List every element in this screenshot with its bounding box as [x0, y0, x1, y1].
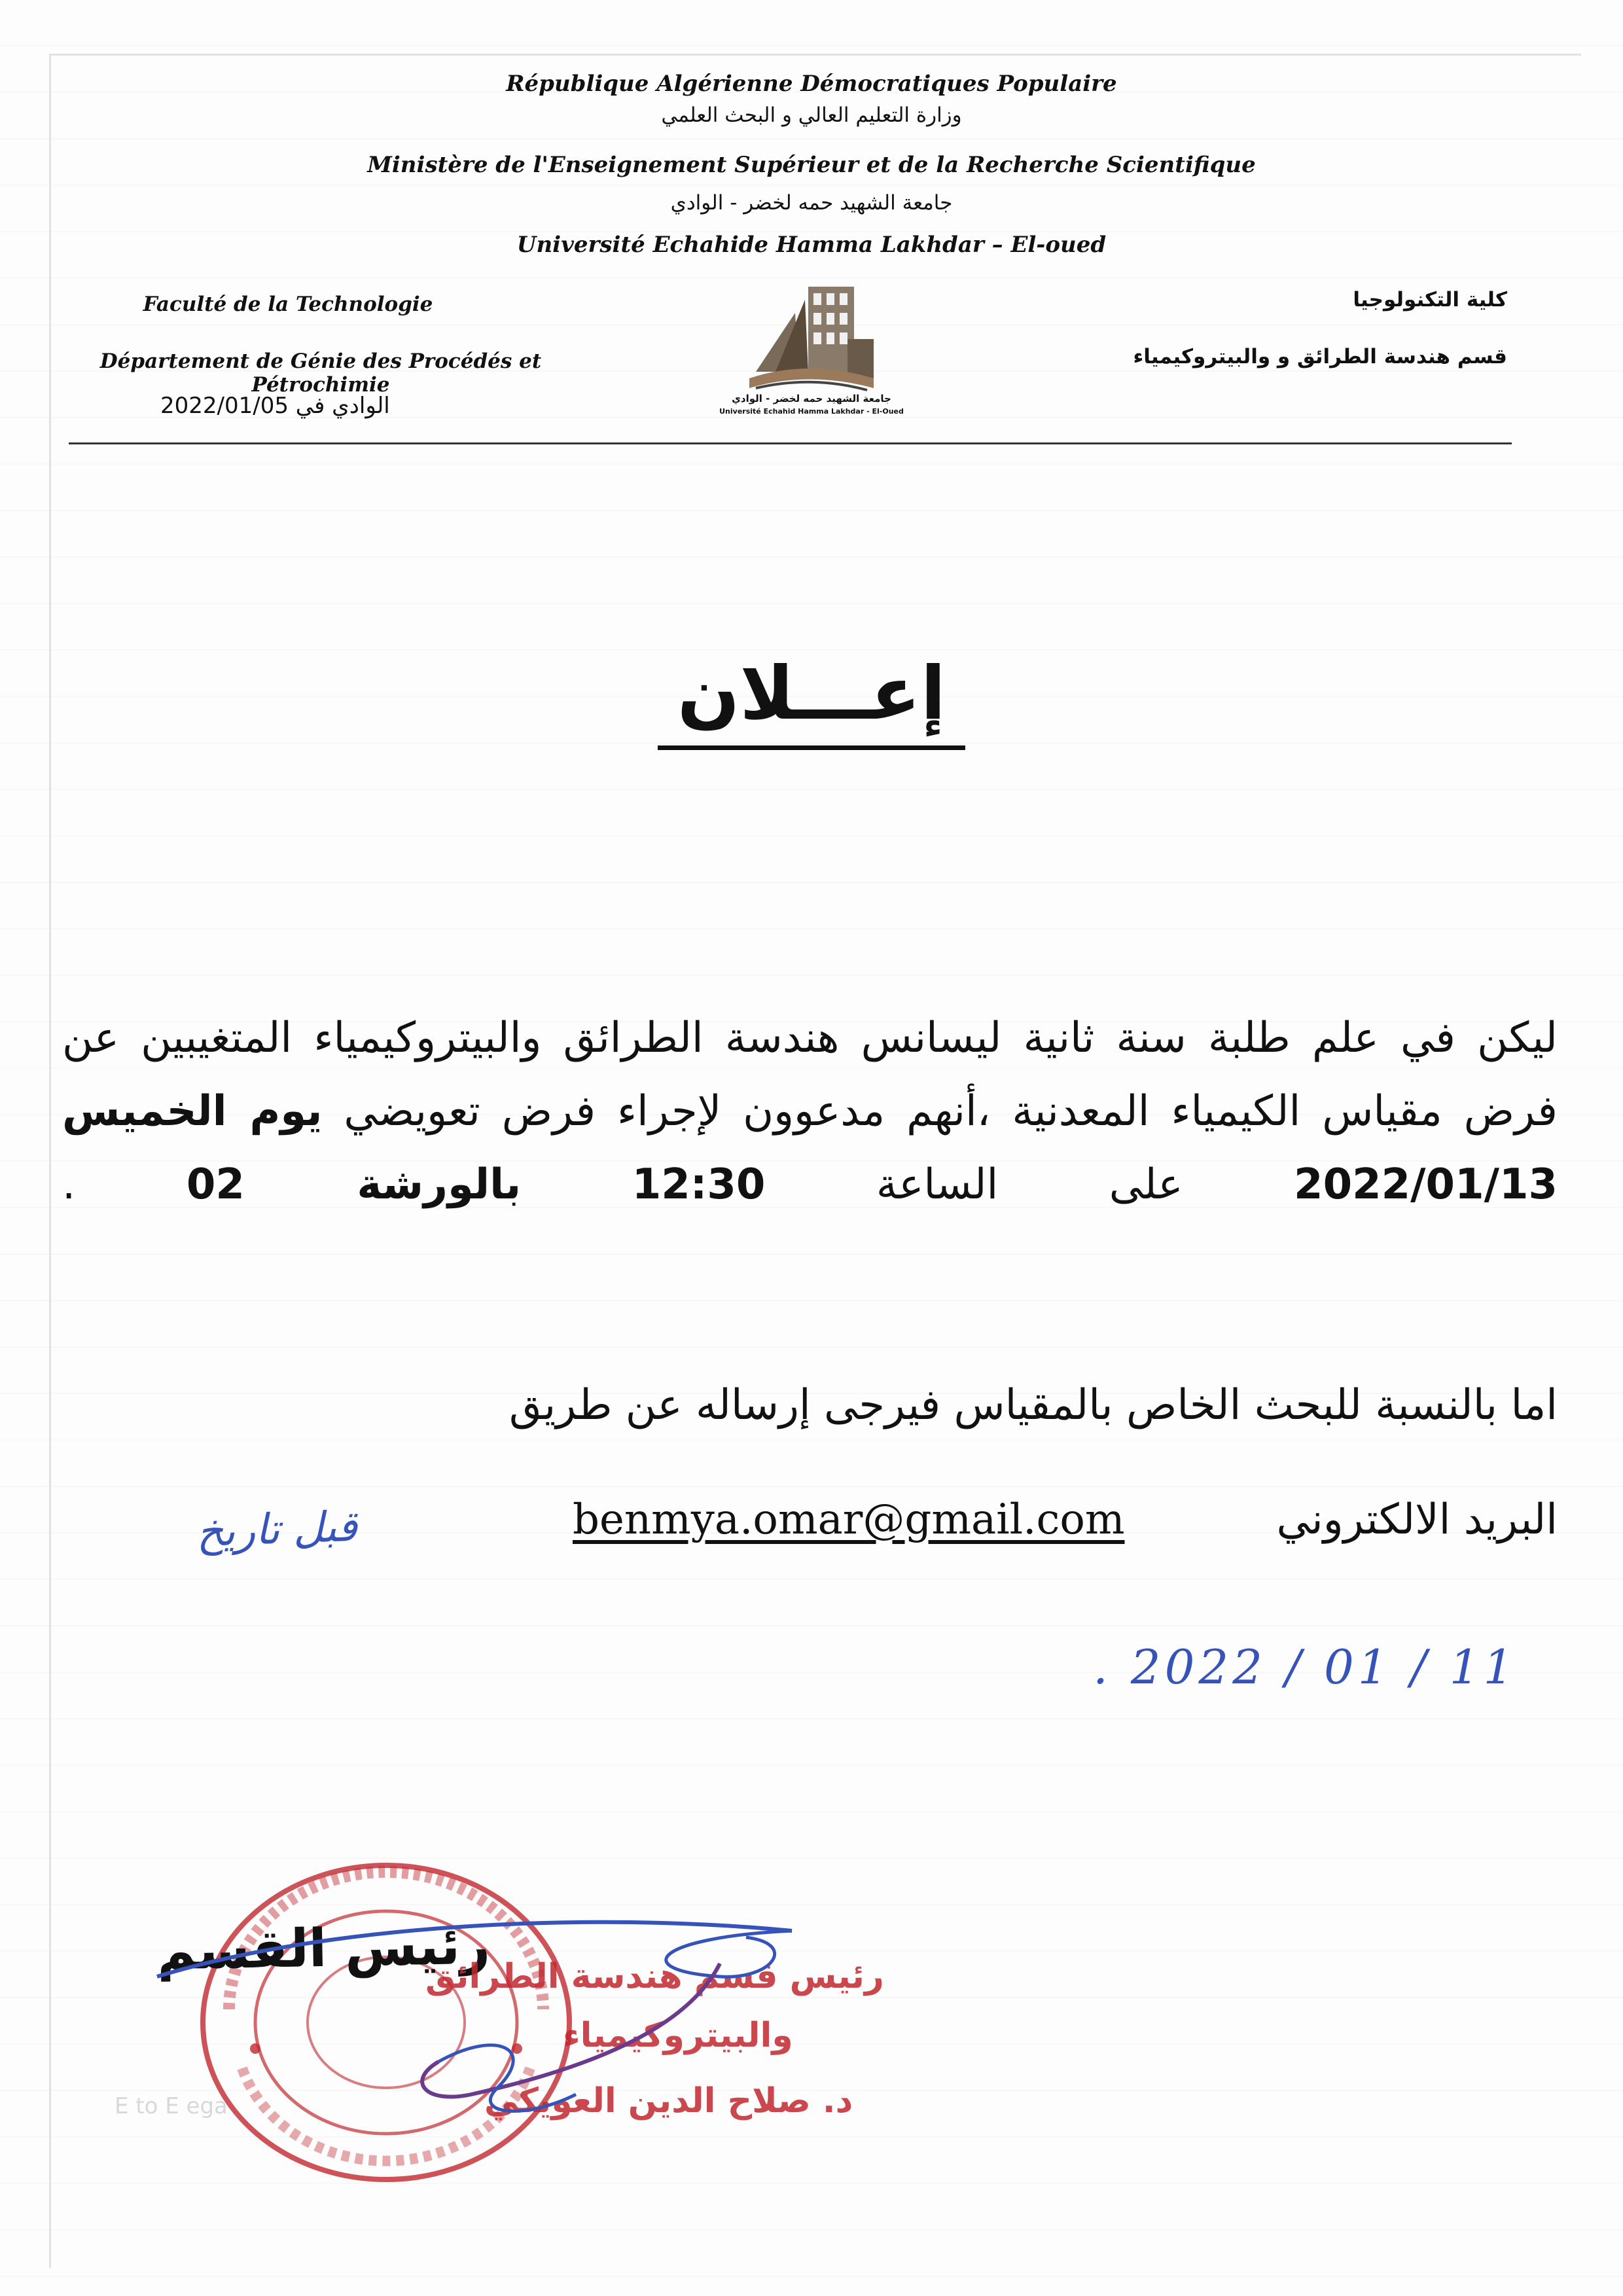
head-of-department-title: رئيس القسم — [156, 1914, 491, 1982]
republic-line: République Algérienne Démocratiques Populaire — [506, 71, 1117, 97]
notice-title: إعـــلان — [0, 651, 1623, 736]
handwritten-deadline: . 2022 / 01 / 11 — [1093, 1640, 1518, 1695]
university-french: Université Echahide Hamma Lakhdar – El-oued — [516, 232, 1107, 258]
department-arabic: قسم هندسة الطرائق و والبيتروكيمياء — [1133, 345, 1507, 368]
notice-body: ليكن في علم طلبة سنة ثانية ليسانس هندسة الطرائق والبيتروكيمياء المتغيبين عن فرض مقياس الكيمياء المعدنية ،أنهم مدعوون لإجراء فرض تعويضي يوم الخميس 2022/01/13 على الساعة 12:30 بالورشة 02 . — [62, 1014, 1558, 1209]
department-french: Département de Génie des Procédés et Pétrochimie — [99, 350, 542, 397]
place-date: الوادي في 2022/01/05 — [160, 393, 390, 419]
handwritten-signature — [131, 1898, 818, 2134]
round-stamp-text-holder — [0, 0, 1, 1]
email-address: benmya.omar@gmail.com — [573, 1496, 1125, 1544]
handwritten-before-date: قبل تاريخ — [195, 1502, 359, 1557]
ministry-french: Ministère de l'Enseignement Supérieur et de la Recherche Scientifique — [367, 152, 1256, 178]
ministry-arabic: وزارة التعليم العالي و البحث العلمي — [661, 103, 962, 127]
exam-place: بالورشة 02 — [186, 1160, 522, 1209]
faculty-arabic: كلية التكنولوجيا — [1353, 288, 1507, 312]
rectangular-stamp-line1: رئيس قسم هندسة الطرائق — [425, 1957, 884, 1996]
research-instruction: اما بالنسبة للبحث الخاص بالمقياس فيرجى إرساله عن طريق — [509, 1381, 1558, 1429]
rectangular-stamp-line3: د. صلاح الدين العويكي — [484, 2081, 853, 2121]
faculty-french: Faculté de la Technologie — [143, 293, 433, 316]
header-divider — [69, 442, 1512, 444]
email-label: البريد الالكتروني — [1276, 1496, 1558, 1544]
rectangular-stamp-line2: والبيتروكيمياء — [563, 2016, 793, 2055]
exam-day: يوم الخميس 2022/01/13 — [62, 1087, 1558, 1209]
exam-time: 12:30 — [632, 1160, 766, 1209]
logo-caption-arabic: جامعة الشهيد حمه لخضر - الوادي — [732, 393, 891, 404]
university-arabic: جامعة الشهيد حمه لخضر - الوادي — [670, 191, 953, 215]
logo-caption-french: Université Echahid Hamma Lakhdar - El-Oued — [719, 407, 904, 416]
bleed-through-text: E to E ega — [115, 2093, 228, 2119]
